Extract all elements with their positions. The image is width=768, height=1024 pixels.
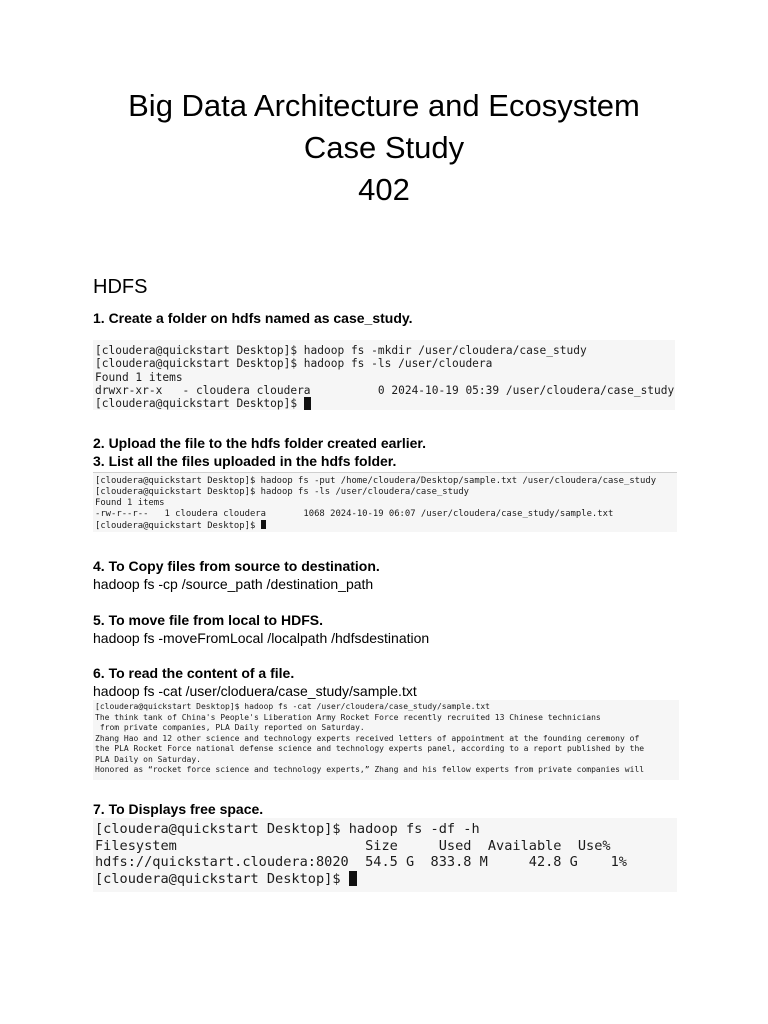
terminal-line: Honored as “rocket force science and technology experts,” Zhang and his fellow experts from private companies will: [95, 765, 645, 774]
terminal-line: [cloudera@quickstart Desktop]$ hadoop fs -ls /user/cloudera/case_study: [95, 486, 470, 497]
terminal-line: -rw-r--r-- 1 cloudera cloudera 1068 2024-10-19 06:07 /user/cloudera/case_study/sample.txt: [95, 508, 614, 519]
terminal-line: the PLA Rocket Force national defense science and technology experts panel, according to a report published by the: [95, 744, 645, 753]
terminal-line: [cloudera@quickstart Desktop]$ hadoop fs -mkdir /user/cloudera/case_study: [95, 344, 587, 357]
terminal-line: [cloudera@quickstart Desktop]$ hadoop fs -df -h: [95, 821, 480, 837]
terminal-line: Found 1 items: [95, 370, 183, 384]
terminal-line: drwxr-xr-x - cloudera cloudera 0 2024-10-19 05:39 /user/cloudera/case_study: [95, 383, 675, 397]
terminal-screenshot-put-ls: [93, 472, 677, 532]
document-title-line-3: 402: [358, 172, 410, 207]
question-2-heading: 2. Upload the file to the hdfs folder created earlier.: [93, 435, 426, 451]
terminal-line: The think tank of China's People's Liberation Army Rocket Force recently recruited 13 Chinese technicians: [95, 712, 601, 722]
section-heading-hdfs: HDFS: [93, 276, 148, 298]
terminal-line: [cloudera@quickstart Desktop]$: [95, 871, 349, 888]
document-title-line-1: Big Data Architecture and Ecosystem: [128, 88, 640, 123]
question-6-heading: 6. To read the content of a file.: [93, 665, 295, 681]
question-4-heading: 4. To Copy files from source to destination.: [93, 558, 380, 574]
terminal-cursor-icon: [349, 871, 357, 886]
terminal-line: [cloudera@quickstart Desktop]$: [95, 397, 304, 410]
terminal-line: [cloudera@quickstart Desktop]$ hadoop fs -ls /user/cloudera: [95, 357, 493, 371]
command-cat: hadoop fs -cat /user/cloduera/case_study/sample.txt: [93, 683, 417, 699]
terminal-line: Found 1 items: [95, 497, 165, 508]
terminal-line: Filesystem Size Used Available Use%: [95, 837, 611, 854]
question-3-heading: 3. List all the files uploaded in the hdfs folder.: [93, 453, 397, 469]
terminal-screenshot-cat-output: [93, 700, 679, 780]
question-5-heading: 5. To move file from local to HDFS.: [93, 612, 323, 628]
terminal-line: [cloudera@quickstart Desktop]$: [95, 520, 261, 531]
terminal-cursor-icon: [261, 520, 266, 530]
terminal-line: [cloudera@quickstart Desktop]$ hadoop fs -put /home/cloudera/Desktop/sample.txt /user/cloudera/case_study: [95, 476, 657, 486]
terminal-screenshot-df: [93, 818, 677, 892]
document-title-line-2: Case Study: [303, 130, 465, 165]
terminal-cursor-icon: [304, 397, 311, 409]
terminal-line: [cloudera@quickstart Desktop]$ hadoop fs -cat /user/cloudera/case_study/sample.txt: [95, 702, 490, 711]
terminal-line: hdfs://quickstart.cloudera:8020 54.5 G 833.8 M 42.8 G 1%: [95, 854, 627, 871]
question-7-heading: 7. To Displays free space.: [93, 801, 264, 817]
question-1-heading: 1. Create a folder on hdfs named as case_study.: [93, 310, 413, 326]
command-move-from-local: hadoop fs -moveFromLocal /localpath /hdfsdestination: [93, 630, 430, 646]
command-copy: hadoop fs -cp /source_path /destination_path: [93, 576, 374, 592]
terminal-line: Zhang Hao and 12 other science and technology experts received letters of appointment at the founding ceremony of: [95, 733, 640, 743]
terminal-line: PLA Daily on Saturday.: [95, 754, 201, 764]
terminal-screenshot-mkdir: [93, 340, 675, 410]
terminal-line: from private companies, PLA Daily reported on Saturday.: [95, 723, 365, 732]
